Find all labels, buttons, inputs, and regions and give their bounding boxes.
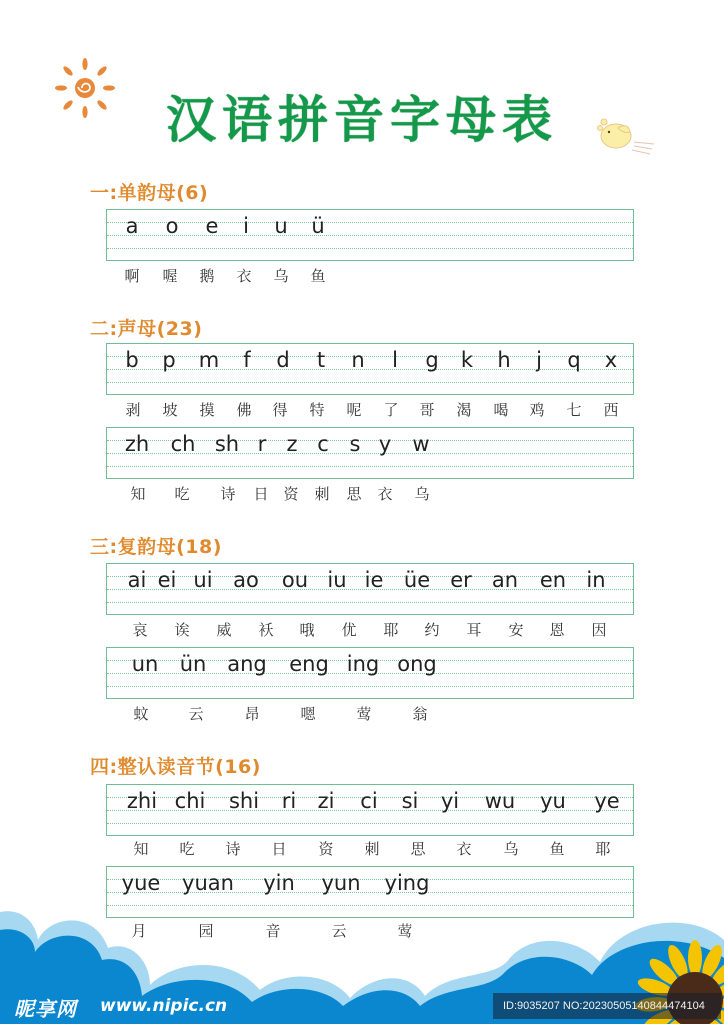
pinyin-cell: l	[392, 348, 398, 372]
hanzi-example: 云	[188, 705, 204, 723]
hanzi-example: 哀	[132, 621, 148, 639]
pinyin-cell: iu	[327, 568, 347, 592]
hanzi-example: 资	[318, 840, 334, 858]
hanzi-example: 哦	[299, 621, 315, 639]
pinyin-writing-box	[106, 343, 634, 395]
pinyin-cell: k	[460, 348, 474, 372]
pinyin-cell: üe	[403, 568, 431, 592]
pinyin-cell: ing	[346, 652, 380, 676]
section-heading-compound-finals: 三:复韵母(18)	[90, 536, 222, 558]
hanzi-example: 鱼	[549, 840, 565, 858]
hanzi-example: 吃	[179, 840, 195, 858]
hanzi-example: 音	[265, 922, 281, 940]
pinyin-cell: ü	[311, 214, 325, 238]
hanzi-example: 乌	[414, 485, 430, 503]
pinyin-cell: ong	[397, 652, 437, 676]
guide-line	[107, 369, 633, 370]
pinyin-cell: ou	[281, 568, 309, 592]
hanzi-example: 莺	[397, 922, 413, 940]
hanzi-example: 耳	[466, 621, 482, 639]
hanzi-example: 日	[253, 485, 269, 503]
pinyin-cell: a	[125, 214, 139, 238]
hanzi-example: 嗯	[300, 705, 316, 723]
pinyin-cell: ün	[179, 652, 207, 676]
pinyin-cell: f	[243, 348, 251, 372]
pinyin-cell: ai	[127, 568, 147, 592]
section-heading-whole-syllables: 四:整认读音节(16)	[90, 756, 261, 778]
hanzi-example: 衣	[377, 485, 393, 503]
pinyin-cell: yue	[121, 871, 161, 895]
pinyin-cell: ang	[227, 652, 267, 676]
pinyin-cell: in	[586, 568, 606, 592]
hanzi-example: 袄	[258, 621, 274, 639]
pinyin-cell: n	[351, 348, 365, 372]
pinyin-cell: ei	[157, 568, 177, 592]
pinyin-cell: p	[162, 348, 176, 372]
pinyin-cell: ao	[233, 568, 259, 592]
pinyin-cell: zhi	[126, 789, 158, 813]
pinyin-cell: e	[205, 214, 219, 238]
hanzi-example: 诗	[220, 485, 236, 503]
hanzi-example: 恩	[549, 621, 565, 639]
hanzi-example: 坡	[162, 401, 178, 419]
pinyin-cell: ch	[170, 432, 196, 456]
hanzi-example: 昂	[244, 705, 260, 723]
hanzi-example: 知	[133, 840, 149, 858]
pinyin-cell: g	[425, 348, 439, 372]
pinyin-cell: d	[276, 348, 290, 372]
pinyin-cell: wu	[484, 789, 516, 813]
hanzi-example: 思	[346, 485, 362, 503]
pinyin-cell: s	[349, 432, 361, 456]
watermark-id: ID:9035207 NO:20230505140844474104	[493, 993, 721, 1019]
watermark-logo: 昵享网	[14, 997, 77, 1021]
pinyin-cell: b	[125, 348, 139, 372]
pinyin-cell: r	[257, 432, 267, 456]
hanzi-example: 刺	[314, 485, 330, 503]
pinyin-cell: ying	[384, 871, 430, 895]
hanzi-example: 知	[130, 485, 146, 503]
hanzi-example: 优	[341, 621, 357, 639]
hanzi-example: 园	[198, 922, 214, 940]
pinyin-cell: m	[198, 348, 220, 372]
pinyin-cell: an	[491, 568, 519, 592]
pinyin-writing-box	[106, 647, 634, 699]
hanzi-example: 刺	[364, 840, 380, 858]
pinyin-writing-box	[106, 563, 634, 615]
hanzi-example: 耶	[383, 621, 399, 639]
hanzi-example: 鸡	[529, 401, 545, 419]
pinyin-cell: sh	[214, 432, 240, 456]
pinyin-cell: q	[567, 348, 581, 372]
hanzi-example: 呢	[346, 401, 362, 419]
hanzi-example: 哥	[419, 401, 435, 419]
pinyin-cell: yin	[263, 871, 295, 895]
hanzi-example: 喝	[493, 401, 509, 419]
hanzi-example: 了	[383, 401, 399, 419]
pinyin-cell: h	[497, 348, 511, 372]
section-heading-initials: 二:声母(23)	[90, 318, 203, 340]
hanzi-example: 得	[272, 401, 288, 419]
hanzi-example: 西	[603, 401, 619, 419]
hanzi-example: 因	[591, 621, 607, 639]
hanzi-example: 日	[271, 840, 287, 858]
hanzi-example: 莺	[356, 705, 372, 723]
hanzi-example: 思	[410, 840, 426, 858]
pinyin-writing-box	[106, 427, 634, 479]
guide-line	[107, 248, 633, 249]
hanzi-example: 啊	[124, 267, 140, 285]
hanzi-example: 佛	[236, 401, 252, 419]
pinyin-cell: c	[317, 432, 329, 456]
pinyin-cell: u	[274, 214, 288, 238]
pinyin-cell: w	[412, 432, 430, 456]
hanzi-example: 蚊	[133, 705, 149, 723]
hanzi-example: 安	[508, 621, 524, 639]
pinyin-cell: ie	[364, 568, 384, 592]
pinyin-cell: ui	[193, 568, 213, 592]
pinyin-cell: yi	[440, 789, 460, 813]
pinyin-cell: z	[286, 432, 298, 456]
guide-line	[107, 235, 633, 236]
hanzi-example: 吃	[174, 485, 190, 503]
pinyin-cell: o	[165, 214, 179, 238]
hanzi-example: 衣	[236, 267, 252, 285]
pinyin-cell: x	[604, 348, 618, 372]
section-heading-simple-finals: 一:单韵母(6)	[90, 182, 209, 204]
pinyin-cell: en	[539, 568, 567, 592]
hanzi-example: 翁	[412, 705, 428, 723]
pinyin-cell: y	[378, 432, 392, 456]
hanzi-example: 月	[131, 922, 147, 940]
hanzi-example: 喔	[162, 267, 178, 285]
pinyin-cell: chi	[174, 789, 206, 813]
hanzi-example: 鱼	[310, 267, 326, 285]
guide-line	[107, 356, 633, 357]
hanzi-example: 资	[283, 485, 299, 503]
hanzi-example: 鹅	[199, 267, 215, 285]
hanzi-example: 乌	[273, 267, 289, 285]
hanzi-example: 约	[424, 621, 440, 639]
hanzi-example: 威	[216, 621, 232, 639]
pinyin-cell: yun	[321, 871, 361, 895]
hanzi-example: 乌	[503, 840, 519, 858]
watermark-url[interactable]: www.nipic.cn	[100, 996, 228, 1016]
hanzi-example: 云	[331, 922, 347, 940]
pinyin-cell: shi	[228, 789, 260, 813]
pinyin-cell: eng	[289, 652, 329, 676]
pinyin-cell: ri	[281, 789, 297, 813]
pinyin-cell: zh	[124, 432, 150, 456]
pinyin-cell: er	[450, 568, 472, 592]
guide-line	[107, 222, 633, 223]
pinyin-cell: j	[536, 348, 542, 372]
bird-icon	[592, 112, 658, 158]
hanzi-example: 摸	[199, 401, 215, 419]
pinyin-cell: ye	[594, 789, 620, 813]
hanzi-example: 衣	[456, 840, 472, 858]
hanzi-example: 七	[566, 401, 582, 419]
hanzi-example: 特	[309, 401, 325, 419]
hanzi-example: 诶	[174, 621, 190, 639]
hanzi-example: 诗	[225, 840, 241, 858]
pinyin-cell: i	[243, 214, 249, 238]
hanzi-example: 剥	[125, 401, 141, 419]
hanzi-example: 耶	[595, 840, 611, 858]
pinyin-cell: yu	[540, 789, 566, 813]
pinyin-cell: yuan	[182, 871, 234, 895]
pinyin-cell: un	[131, 652, 159, 676]
hanzi-example: 渴	[456, 401, 472, 419]
pinyin-cell: zi	[317, 789, 335, 813]
pinyin-writing-box	[106, 209, 634, 261]
pinyin-cell: ci	[360, 789, 378, 813]
pinyin-cell: si	[401, 789, 419, 813]
guide-line	[107, 382, 633, 383]
pinyin-cell: t	[316, 348, 326, 372]
page-title: 汉语拼音字母表	[166, 91, 558, 149]
pinyin-writing-box	[106, 784, 634, 836]
